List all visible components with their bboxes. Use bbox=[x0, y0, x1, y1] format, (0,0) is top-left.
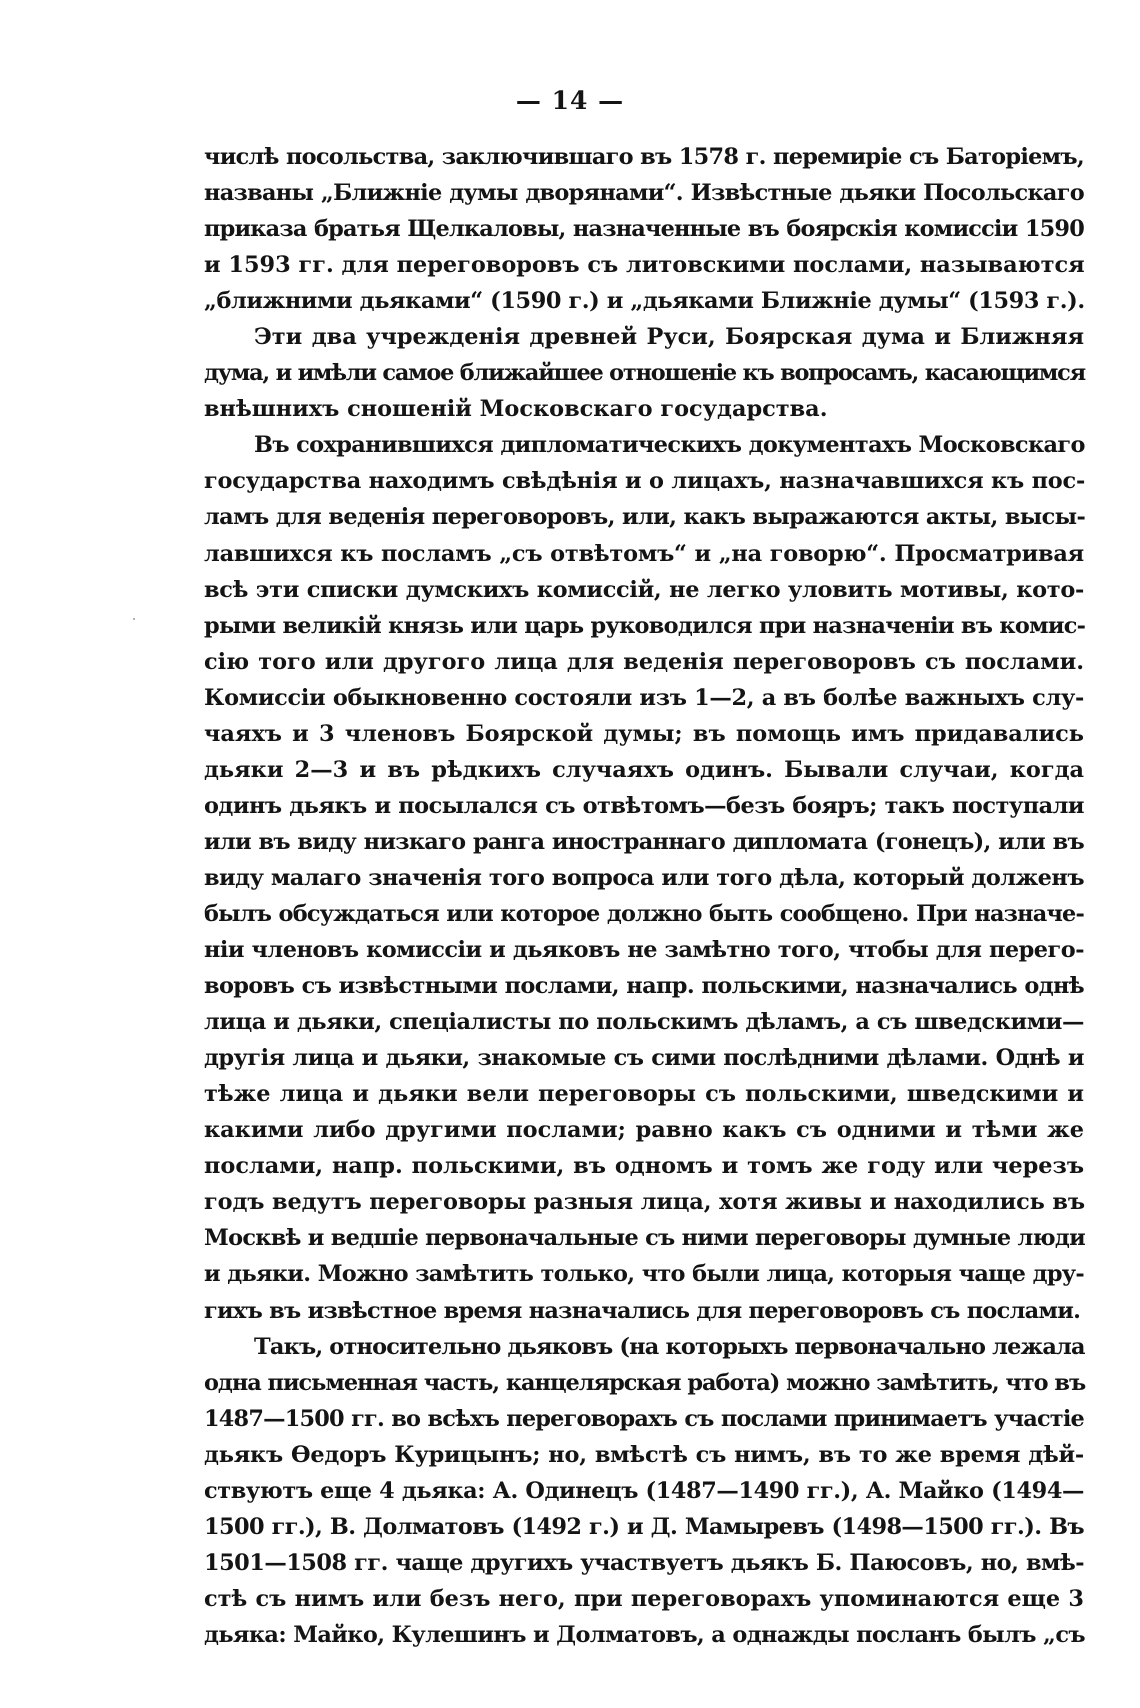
text-line: былъ обсуждаться или которое должно быть сообщено. При назначе- bbox=[204, 900, 1084, 927]
text-line: „ближними дьяками“ (1590 г.) и „дьяками Ближніе думы“ (1593 г.). bbox=[204, 288, 1085, 315]
text-line: и 1593 гг. для переговоровъ съ литовскими послами, называются bbox=[204, 252, 1085, 279]
page-number: — 14 — bbox=[515, 86, 625, 115]
text-line: послами, напр. польскими, въ одномъ и томъ же году или черезъ bbox=[204, 1153, 1084, 1180]
text-line: какими либо другими послами; равно какъ съ одними и тѣми же bbox=[204, 1117, 1084, 1144]
text-line: приказа братья Щелкаловы, назначенные въ боярскія комиссіи 1590 bbox=[204, 216, 1084, 243]
text-line: внѣшнихъ сношеній Московскаго государства. bbox=[204, 396, 828, 423]
text-line: ствуютъ еще 4 дьяка: А. Одинецъ (1487—1490 гг.), А. Майко (1494— bbox=[204, 1477, 1084, 1504]
text-line: Москвѣ и ведшіе первоначальные съ ними переговоры думные люди bbox=[204, 1225, 1085, 1252]
text-line: годъ ведутъ переговоры разныя лица, хотя живы и находились въ bbox=[204, 1189, 1085, 1216]
body-text bbox=[204, 139, 1084, 1653]
text-line: 1487—1500 гг. во всѣхъ переговорахъ съ послами принимаетъ участіе bbox=[204, 1405, 1084, 1432]
text-line: всѣ эти списки думскихъ комиссій, не легко уловить мотивы, кото- bbox=[204, 576, 1084, 603]
text-line: лица и дьяки, спеціалисты по польскимъ дѣламъ, а съ шведскими— bbox=[204, 1009, 1084, 1036]
text-line: и дьяки. Можно замѣтить только, что были лица, которыя чаще дру- bbox=[204, 1261, 1084, 1288]
text-line: дума, и имѣли самое ближайшее отношеніе къ вопросамъ, касающимся bbox=[204, 360, 1085, 387]
text-line: Эти два учрежденія древней Руси, Боярская дума и Ближняя bbox=[254, 324, 1084, 351]
text-line: сію того или другого лица для веденія переговоровъ съ послами. bbox=[204, 648, 1084, 675]
text-line: ніи членовъ комиссіи и дьяковъ не замѣтно того, чтобы для перего- bbox=[204, 937, 1084, 964]
paragraph-4 bbox=[204, 1329, 1084, 1653]
text-line: чаяхъ и 3 членовъ Боярской думы; въ помощь имъ придавались bbox=[204, 720, 1084, 747]
text-line: рыми великій князь или царь руководился при назначеніи въ комис- bbox=[204, 612, 1086, 639]
text-line: числѣ посольства, заключившаго въ 1578 г. перемиріе съ Баторіемъ, bbox=[204, 144, 1084, 170]
text-line: дьяка: Майко, Кулешинъ и Долматовъ, а однажды посланъ былъ „съ bbox=[204, 1621, 1085, 1648]
text-line: тѣже лица и дьяки вели переговоры съ польскими, шведскими и bbox=[204, 1081, 1084, 1108]
text-line: названы „Ближніе думы дворянами“. Извѣстные дьяки Посольскаго bbox=[204, 180, 1084, 207]
text-line: воровъ съ извѣстными послами, напр. польскими, назначались однѣ bbox=[204, 973, 1084, 1000]
paragraph-1 bbox=[204, 139, 1084, 319]
text-line: ламъ для веденія переговоровъ, или, какъ выражаются акты, высы- bbox=[204, 504, 1086, 531]
paragraph-3 bbox=[204, 427, 1084, 1328]
text-line: Такъ, относительно дьяковъ (на которыхъ первоначально лежала bbox=[254, 1333, 1085, 1360]
scan-speck bbox=[133, 618, 135, 620]
text-line: одинъ дьякъ и посылался съ отвѣтомъ—безъ бояръ; такъ поступали bbox=[204, 792, 1084, 819]
text-line: гихъ въ извѣстное время назначались для переговоровъ съ послами. bbox=[204, 1297, 1081, 1324]
text-line: лавшихся къ посламъ „съ отвѣтомъ“ и „на говорю“. Просматривая bbox=[204, 540, 1084, 567]
text-line: дьякъ Ѳедоръ Курицынъ; но, вмѣстѣ съ нимъ, въ то же время дѣй- bbox=[204, 1441, 1084, 1468]
text-line: одна письменная часть, канцелярская работа) можно замѣтить, что въ bbox=[204, 1369, 1086, 1396]
text-line: стѣ съ нимъ или безъ него, при переговорахъ упоминаются еще 3 bbox=[204, 1585, 1084, 1612]
paragraph-2 bbox=[204, 319, 1084, 427]
text-line: 1500 гг.), В. Долматовъ (1492 г.) и Д. Мамыревъ (1498—1500 гг.). Въ bbox=[204, 1513, 1084, 1540]
text-line: государства находимъ свѣдѣнія и о лицахъ, назначавшихся къ пос- bbox=[204, 468, 1086, 495]
text-line: виду малаго значенія того вопроса или того дѣла, который долженъ bbox=[204, 864, 1084, 891]
text-line: дьяки 2—3 и въ рѣдкихъ случаяхъ одинъ. Бывали случаи, когда bbox=[204, 756, 1084, 783]
text-line: Въ сохранившихся дипломатическихъ документахъ Московскаго bbox=[254, 432, 1085, 459]
text-line: Комиссіи обыкновенно состояли изъ 1—2, а въ болѣе важныхъ слу- bbox=[204, 684, 1084, 711]
text-line: другія лица и дьяки, знакомые съ сими послѣдними дѣлами. Однѣ и bbox=[204, 1045, 1084, 1072]
text-line: или въ виду низкаго ранга иностраннаго дипломата (гонецъ), или въ bbox=[204, 828, 1084, 855]
text-line: 1501—1508 гг. чаще другихъ участвуетъ дьякъ Б. Паюсовъ, но, вмѣ- bbox=[204, 1549, 1084, 1576]
